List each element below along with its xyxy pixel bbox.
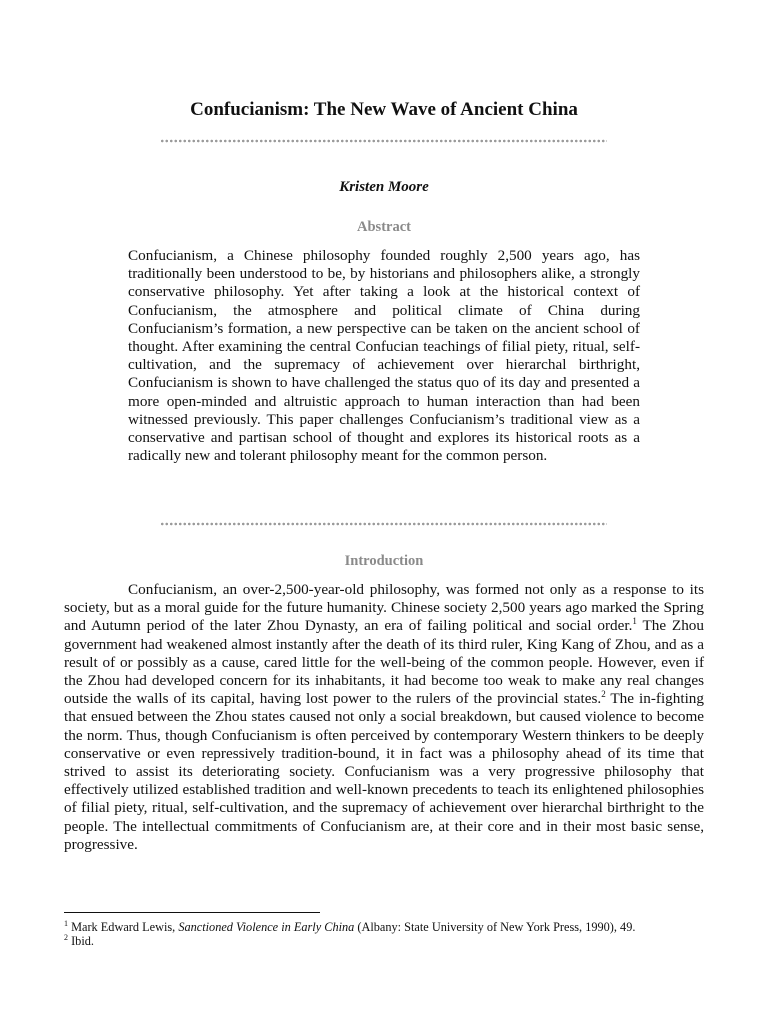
footnote-2	[64, 932, 708, 949]
footnote-number-2: 2	[64, 932, 68, 942]
intro-text-part-3: The in-fighting that ensued between the Zhou states caused not only a social breakdown, but caused violence to become the norm. Thus, though Confucianism is often perceived by contemporary Western thinkers to be deeply conservative or even repressively tradition-bound, it in fact was a philosophy ahead of its time that strived to assist its deteriorating society. Confucianism was a very progressive philosophy that effectively utilized established tradition and well-known precedents to teach its enlightened philosophies of filial piety, ritual, self-cultivation, and the supremacy of achievement over hierarchal birthright to the people. The intellectual commitments of Confucianism are, at their core and in their most basic sense, progressive.	[64, 690, 704, 853]
footnote-divider	[64, 912, 320, 913]
abstract-heading: Abstract	[357, 219, 411, 235]
footnote-1-text-post: (Albany: State University of New York Press, 1990), 49.	[354, 920, 636, 934]
footnote-1-book-title: Sanctioned Violence in Early China	[178, 920, 355, 934]
intro-text-part-1: Confucianism, an over-2,500-year-old philosophy, was formed not only as a response to its society, but as a moral guide for the future humanity. Chinese society 2,500 years ago marked the Spring and Autumn period of the later Zhou Dynasty, an era of failing political and social order.	[64, 581, 704, 635]
footnote-1-text-pre: Mark Edward Lewis,	[68, 920, 179, 934]
footnote-number-1: 1	[64, 918, 68, 928]
footnote-1	[64, 918, 708, 935]
footnotes	[64, 918, 708, 948]
footnote-2-text: Ibid.	[68, 933, 94, 948]
footnote-ref-1[interactable]: 1	[632, 616, 637, 627]
abstract-text: Confucianism, a Chinese philosophy founded roughly 2,500 years ago, has traditionally been understood to be, by historians and philosophers alike, a strongly conservative philosophy. Yet after taking a look at the historical context of Confucianism, the atmosphere and political climate of China during Confucianism’s formation, a new perspective can be taken on the ancient school of thought. After examining the central Confucian teachings of filial piety, ritual, self-cultivation, and the supremacy of achievement over hierarchal birthright, Confucianism is shown to have challenged the status quo of its day and presented a more open-minded and altruistic approach to human interaction than had been witnessed previously. This paper challenges Confucianism’s traditional view as a conservative and partisan school of thought and explores its historical roots as a radically new and tolerant philosophy meant for the common person.	[128, 247, 640, 465]
footnote-ref-2[interactable]: 2	[601, 689, 606, 700]
dotted-separator-middle	[160, 522, 607, 526]
intro-text-part-2: The Zhou government had weakened almost instantly after the death of its third ruler, King Kang of Zhou, and as a result of or possibly as a cause, cared little for the well-being of the common people. However, even if the Zhou had developed concern for its inhabitants, it had become too weak to make any real changes outside the walls of its capital, having lost power to the rulers of the provincial states.	[64, 617, 704, 708]
introduction-paragraph	[64, 581, 704, 854]
author-name: Kristen Moore	[339, 179, 429, 195]
introduction-heading: Introduction	[344, 553, 424, 569]
paper-title: Confucianism: The New Wave of Ancient China	[190, 99, 578, 120]
dotted-separator-top	[160, 139, 607, 143]
